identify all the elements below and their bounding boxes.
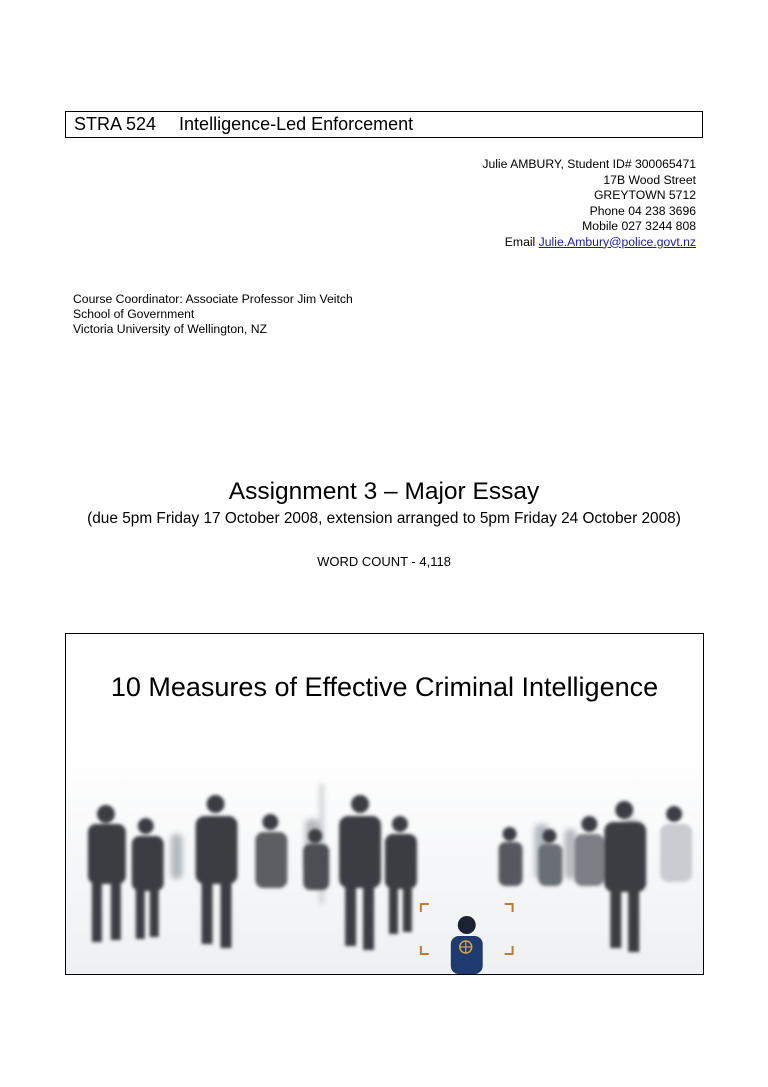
essay-title-box <box>65 633 704 975</box>
course-name: Intelligence-Led Enforcement <box>179 114 414 134</box>
email-link[interactable]: Julie.Ambury@police.govt.nz <box>538 234 696 249</box>
student-address-street: 17B Wood Street <box>603 172 696 187</box>
assignment-title: Assignment 3 – Major Essay <box>228 478 540 505</box>
student-name-id: Julie AMBURY, Student ID# 300065471 <box>482 157 696 171</box>
coordinator-name: Course Coordinator: Associate Professor Jim Veitch <box>73 292 353 306</box>
email-label: Email <box>504 234 536 249</box>
essay-title: 10 Measures of Effective Criminal Intelligence <box>110 672 659 702</box>
student-address-town: GREYTOWN 5712 <box>593 188 696 202</box>
student-mobile: Mobile 027 3244 808 <box>582 219 696 233</box>
crowd-photo <box>66 744 703 974</box>
student-email-line <box>482 235 696 251</box>
coordinator-details <box>73 292 353 337</box>
student-phone: Phone 04 238 3696 <box>589 203 696 218</box>
word-count: WORD COUNT - 4,118 <box>317 554 451 569</box>
coordinator-university: Victoria University of Wellington, NZ <box>73 322 267 336</box>
course-code: STRA 524 <box>74 114 157 134</box>
due-date-note: (due 5pm Friday 17 October 2008, extension arranged to 5pm Friday 24 October 2008) <box>87 510 681 527</box>
student-details <box>482 157 696 250</box>
course-header-box <box>65 111 703 138</box>
coordinator-school: School of Government <box>73 307 195 321</box>
